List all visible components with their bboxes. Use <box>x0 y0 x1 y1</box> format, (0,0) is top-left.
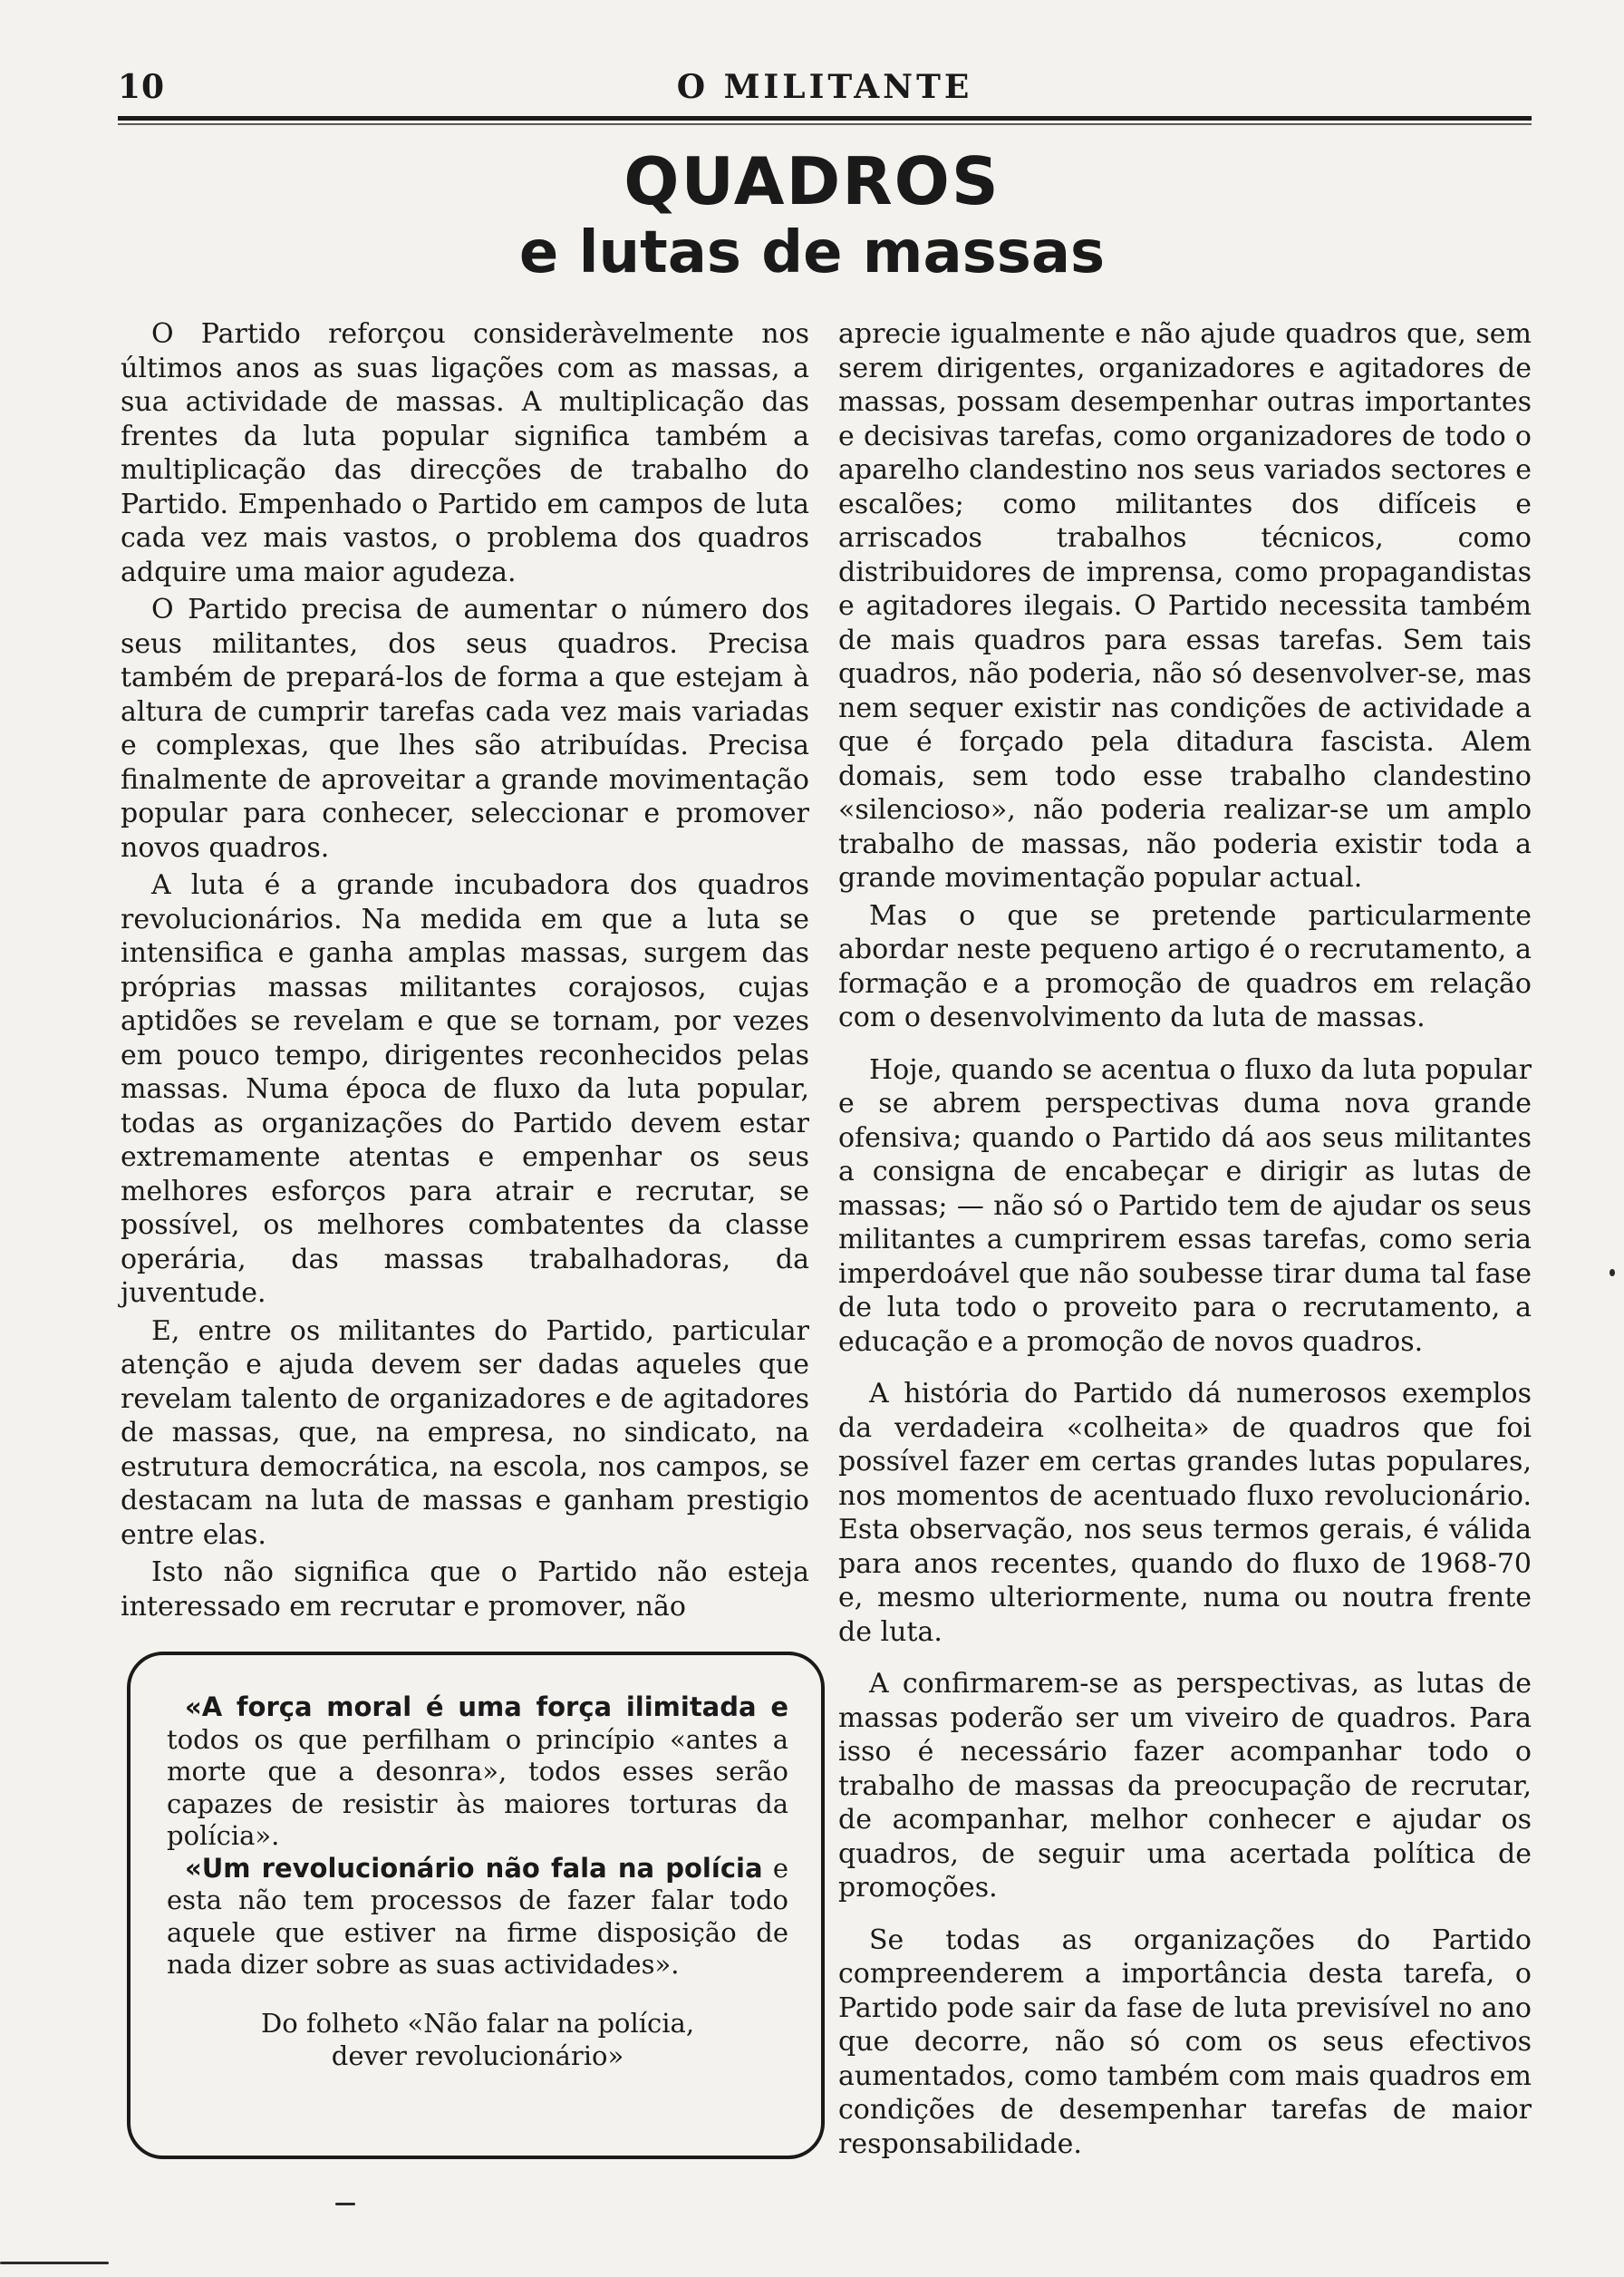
paragraph: Mas o que se pretende particularmente abordar neste pequeno artigo é o recrutamento, a formação e a promoção de quadros em relação com o desenvolvimento da luta de massas. <box>838 899 1532 1033</box>
paragraph: A história do Partido dá numerosos exemplos da verdadeira «colheita» de quadros que foi possível fazer em certas grandes lutas populares, nos momentos de acentuado fluxo revolucionário. Esta observação, nos seus termos gerais, é válida para anos recentes, quando do fluxo de 1968-70 e, mesmo ulteriormente, numa ou noutra frente de luta. <box>838 1378 1532 1648</box>
quote-paragraph <box>167 1691 788 1853</box>
page-number: 10 <box>118 68 166 106</box>
article-subtitle: e lutas de massas <box>518 219 1106 286</box>
article-title-block <box>0 145 1624 286</box>
article-title: QUADROS <box>624 143 1000 219</box>
quote-source <box>167 2007 788 2072</box>
quote-source-line: Do folheto «Não falar na polícia, <box>260 2007 695 2039</box>
paragraph: Hoje, quando se acentua o fluxo da luta popular e se abrem perspectivas duma nova grande ofensiva; quando o Partido dá aos seus militantes a consigna de encabeçar e dirigir as lutas de massas; — não só o Partido tem de ajudar os seus militantes a cumprirem essas tarefas, como seria imperdoável que não soubesse tirar duma tal fase de luta todo o proveito para o recrutamento, a educação e a promoção de novos quadros. <box>838 1053 1532 1358</box>
header-rule-thin <box>118 123 1532 125</box>
paragraph: aprecie igualmente e não ajude quadros que, sem serem dirigentes, organizadores e agitadores de massas, possam desempenhar outras importantes e decisivas tarefas, como organizadores de todo o aparelho clandestino nos seus variados sectores e escalões; como militantes dos difíceis e arriscados trabalhos técnicos, como distribuidores de imprensa, como propagandistas e agitadores ilegais. O Partido necessita também de mais quadros para essas tarefas. Sem tais quadros, não poderia, não só desenvolver-se, mas nem sequer existir nas condições de actividade a que é forçado pela ditadura fascista. Alem domais, sem todo esse trabalho clandestino «silencioso», não poderia realizar-se um amplo trabalho de massas, não poderia existir toda a grande movimentação popular actual. <box>838 318 1532 894</box>
quote-lead: «A força moral é uma força ilimitada e <box>185 1691 788 1722</box>
page-header <box>118 68 1532 122</box>
paragraph: E, entre os militantes do Partido, particular atenção e ajuda devem ser dadas aqueles que revelam talento de organizadores e de agitadores de massas, que, na empresa, no sindicato, na estrutura democrática, na escola, nos campos, se destacam na luta de massas e ganham prestigio entre elas. <box>121 1314 809 1551</box>
quote-box <box>127 1652 825 2159</box>
paragraph: O Partido reforçou consideràvelmente nos últimos anos as suas ligações com as massas, a sua actividade de massas. A multiplicação das frentes da luta popular significa também a multiplicação das direcções de trabalho do Partido. Empenhado o Partido em campos de luta cada vez mais vastos, o problema dos quadros adquire uma maior agudeza. <box>121 318 809 588</box>
print-speck <box>335 2203 355 2205</box>
publication-title: O MILITANTE <box>676 68 973 106</box>
quote-lead: «Um revolucionário não fala na polícia <box>185 1852 763 1884</box>
print-speck <box>0 2262 109 2264</box>
paragraph: A confirmarem-se as perspectivas, as lutas de massas poderão ser um viveiro de quadros. Para isso é necessário fazer acompanhar todo o trabalho de massas da preocupação de recrutar, de acompanhar, melhor conhecer e ajudar os quadros, de seguir uma acertada política de promoções. <box>838 1668 1532 1904</box>
paragraph: O Partido precisa de aumentar o número dos seus militantes, dos seus quadros. Precisa também de prepará-los de forma a que estejam à altura de cumprir tarefas cada vez mais variadas e complexas, que lhes são atribuídas. Precisa finalmente de aproveitar a grande movimentação popular para conhecer, seleccionar e promover novos quadros. <box>121 594 809 864</box>
right-column <box>838 317 1532 2161</box>
quote-text: todos os que perfilham o princípio «antes a morte que a desonra», todos esses serão capazes de resistir às maiores torturas da polícia». <box>167 1723 788 1851</box>
quote-paragraph <box>167 1853 788 1981</box>
paragraph: Se todas as organizações do Partido compreenderem a importância desta tarefa, o Partido pode sair da fase de luta previsível no ano que decorre, não só com os seus efectivos aumentados, como também com mais quadros em condições de desempenhar tarefas de maior responsabilidade. <box>838 1923 1532 2160</box>
quote-text: e esta não tem processos de fazer falar todo aquele que estiver na firme disposição de nada dizer sobre as suas actividades». <box>167 1852 788 1980</box>
paragraph: A luta é a grande incubadora dos quadros revolucionários. Na medida em que a luta se intensifica e ganha amplas massas, surgem das próprias massas militantes corajosos, cujas aptidões se revelam e que se tornam, por vezes em pouco tempo, dirigentes reconhecidos pelas massas. Numa época de fluxo da luta popular, todas as organizações do Partido devem estar extremamente atentas e empenhar os seus melhores esforços para atrair e recrutar, se possível, os melhores combatentes da classe operária, das massas trabalhadoras, da juventude. <box>121 869 809 1309</box>
header-rule <box>118 116 1532 121</box>
quote-source-line: dever revolucionário» <box>331 2040 624 2071</box>
left-column <box>121 317 809 1623</box>
print-speck <box>1610 1269 1615 1276</box>
paragraph: Isto não significa que o Partido não esteja interessado em recrutar e promover, não <box>121 1556 809 1623</box>
